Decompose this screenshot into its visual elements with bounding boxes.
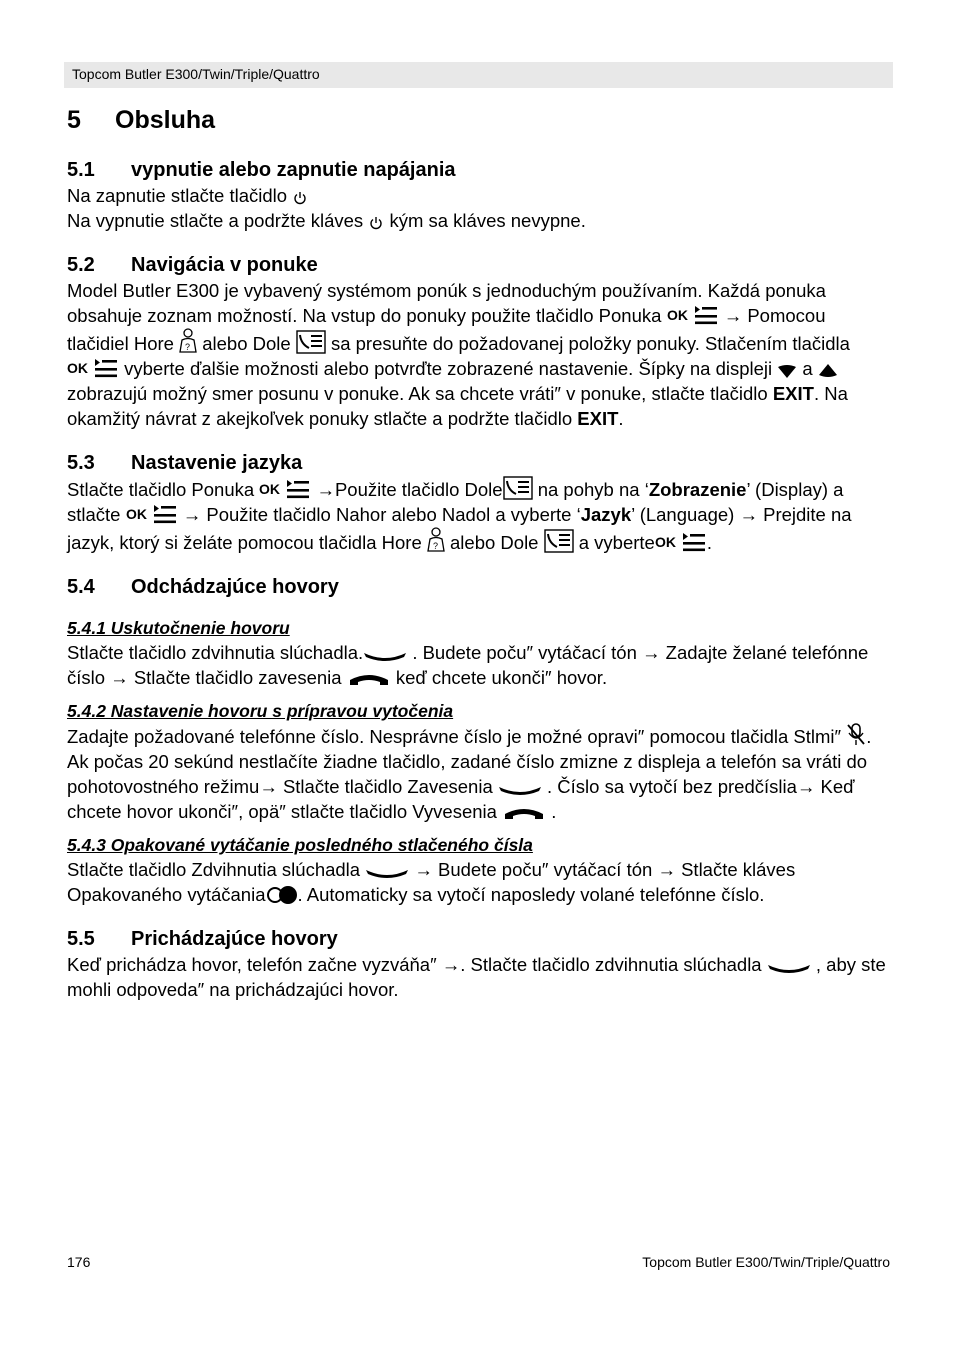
power-icon <box>368 215 384 231</box>
down-calllist-icon <box>296 330 326 354</box>
up-contact-icon <box>427 527 445 553</box>
section-5-3 <box>67 450 892 555</box>
up-contact-icon <box>179 328 197 354</box>
handset-offhook-icon <box>363 649 407 663</box>
paragraph: Keď prichádza hovor, telefón začne vyzváňa″ →. Stlačte tlačidlo zdvihnutia slúchadla , aby ste mohli odpoveda″ na prichádzajúci hovor. <box>67 954 886 1000</box>
paragraph: Stlačte tlačidlo zdvihnutia slúchadla. . Budete poču″ vytáčací tón → Zadajte želané telefónne číslo → Stlačte tlačidlo zavesenia keď chcete ukonči″ hovor. <box>67 642 869 688</box>
subsection-5-4-2 <box>67 699 892 824</box>
section-5-5 <box>67 926 892 1002</box>
paragraph: Zadajte požadované telefónne číslo. Nesprávne číslo je možné opravi″ pomocou tlačidla Stlmi″ . Ak počas 20 sekúnd nestlačíte žiadne tlačidlo, zadané číslo zmizne z displeja a telefón sa vráti do pohotovostného režimu→ Stlačte tlačidlo Zavesenia . Číslo sa vytočí bez predčíslia→ Keď chcete hovor ukonči″, opä″ stlačte tlačidlo Vyvesenia . <box>67 723 892 824</box>
triangle-down-icon <box>777 363 797 379</box>
paragraph: Stlačte tlačidlo Zdvihnutia slúchadla → Budete poču″ vytáčací tón → Stlačte kláves Opakovaného vytáčania . Automaticky sa vytočí naposledy volané telefónne číslo. <box>67 859 796 905</box>
section-title: 5.2 Navigácia v ponuke <box>67 254 318 276</box>
section-title: 5.1 vypnutie alebo zapnutie napájania <box>67 159 456 181</box>
triangle-up-icon <box>818 363 838 379</box>
paragraph: Model Butler E300 je vybavený systémom ponúk s jednoduchým používaním. Každá ponuka obsahuje zoznam možností. Na vstup do ponuky použite tlačidlo Ponuka → Pomocou tlačidiel Hore alebo Dole sa presuňte do požadovanej položky ponuky. Stlačením tlačidla vyberte ďalšie možnosti alebo potvrďte zobrazené nastavenie. Šípky na displeji a zobrazujú možný smer posunu v ponuke. Ak sa chcete vráti″ v ponuke, stlačte tlačidlo EXIT. Na okamžitý návrat z akejkoľvek ponuky stlačte a podržte tlačidlo EXIT. <box>67 280 850 429</box>
handset-offhook-icon <box>365 866 409 880</box>
handset-onhook-icon <box>502 806 546 822</box>
handset-onhook-icon <box>347 672 391 688</box>
header-title: Topcom Butler E300/Twin/Triple/Quattro <box>72 66 320 82</box>
section-5-2 <box>67 252 892 431</box>
handset-offhook-icon <box>498 783 542 797</box>
section-5-1 <box>67 157 892 233</box>
paragraph: Na zapnutie stlačte tlačidlo Na vypnutie stlačte a podržte kláves kým sa kláves nevypne. <box>67 185 586 231</box>
section-title: 5.4 Odchádzajúce hovory <box>67 576 339 598</box>
section-title: 5.5 Prichádzajúce hovory <box>67 928 338 950</box>
redial-icon <box>266 885 298 905</box>
ok-menu-icon <box>126 503 178 525</box>
subsection-5-4-1 <box>67 616 892 690</box>
subsection-5-4-3 <box>67 833 892 907</box>
page-number: 176 <box>67 1254 91 1270</box>
page-header <box>64 62 893 88</box>
ok-menu-icon <box>667 304 719 326</box>
handset-offhook-icon <box>767 961 811 975</box>
page-content <box>67 103 892 1021</box>
footer-title: Topcom Butler E300/Twin/Triple/Quattro <box>642 1254 890 1270</box>
down-calllist-icon <box>544 529 574 553</box>
power-icon <box>292 190 308 206</box>
paragraph: Stlačte tlačidlo Ponuka →Použite tlačidlo Dole na pohyb na ‘Zobrazenie’ (Display) a stlačte → Použite tlačidlo Nahor alebo Nadol a vyberte ‘Jazyk’ (Language) → Prejdite na jazyk, ktorý si želáte pomocou tlačidla Hore alebo Dole a vyberte . <box>67 476 892 555</box>
down-calllist-icon <box>503 476 533 500</box>
subsection-title: 5.4.1 Uskutočnenie hovoru <box>67 618 290 638</box>
section-5-4 <box>67 574 892 907</box>
mute-icon <box>846 723 866 747</box>
ok-menu-icon <box>655 531 707 553</box>
section-title: 5.3 Nastavenie jazyka <box>67 452 303 474</box>
ok-menu-icon <box>259 478 311 500</box>
subsection-title: 5.4.2 Nastavenie hovoru s prípravou vytočenia <box>67 701 454 721</box>
subsection-title: 5.4.3 Opakované vytáčanie posledného stlačeného čísla <box>67 835 533 855</box>
chapter-title: 5 Obsluha <box>67 106 216 134</box>
ok-menu-icon <box>67 357 119 379</box>
